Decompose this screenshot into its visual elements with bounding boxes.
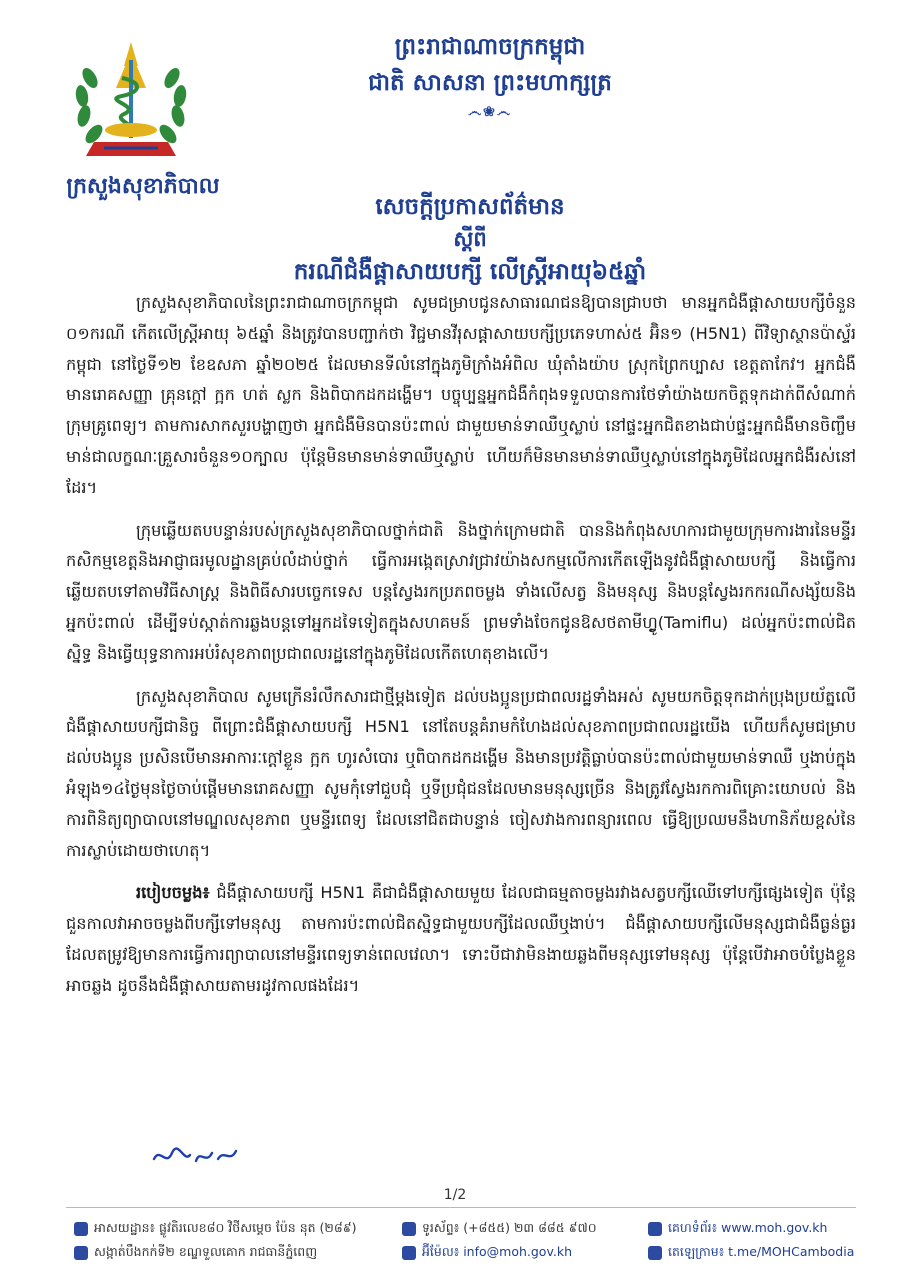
address-line-1: អាសយដ្ឋាន៖ ផ្លូវតិរលេខ៨០ វិថីសម្តេច ប៉ែន នុត (២៨៩) — [74, 1216, 356, 1240]
paragraph-3: ក្រសួងសុខាភិបាល សូមក្រើនរំលឹកសារជាថ្មីម្តងទៀត ដល់បងប្អូនប្រជាពលរដ្ឋទាំងអស់ សូមយកចិត្តទុកដាក់ប្រុងប្រយ័ត្នលើជំងឺផ្តាសាយបក្សីជានិច្ច ពីព្រោះជំងឺផ្តាសាយបក្សី H5N1 នៅតែបន្តគំរាមកំហែងដល់សុខភាពប្រជាពលរដ្ឋយើង ហើយក៏សូមជម្រាបដល់បងប្អូន ប្រសិនបើមានអាការៈក្តៅខ្លួន ក្អក ហូរសំបោរ ឬពិបាកដកដង្ហើម និងមានប្រវត្តិធ្លាប់បានប៉ះពាល់ជាមួយមាន់ទាឈឺ ឬងាប់ក្នុងអំឡុង១៤ថ្ងៃមុនថ្ងៃចាប់ផ្តើមមានរោគសញ្ញា សូមកុំទៅជួបជុំ ឬទីប្រជុំជនដែលមានមនុស្សច្រើន និងត្រូវស្វែងរកការពិគ្រោះយោបល់ និងការពិនិត្យព្យាបាលនៅមណ្ឌលសុខភាព ឬមន្ទីរពេទ្យ ដែលនៅជិតជាបន្ទាន់ ចៀសវាងការពន្យារពេល ធ្វើឱ្យប្រឈមនឹងហានិភ័យខ្ពស់នៃការស្លាប់ដោយថាហេតុ។ — [66, 686, 856, 860]
transmission-text: ជំងឺផ្តាសាយបក្សី H5N1 គឺជាជំងឺផ្តាសាយមួយ ដែលជាធម្មតាចម្លងរវាងសត្វបក្សីឈើទៅបក្សីផ្សេងទៀត ប៉ុន្តែជួនកាលវាអាចចម្លងពីបក្សីទៅមនុស្ស តាមការប៉ះពាល់ជិតស្និទ្ធជាមួយបក្សីដែលឈឺឬងាប់។ ជំងឺផ្តាសាយបក្សីលើមនុស្សជាជំងឺធ្ងន់ធ្ងរ ដែលតម្រូវឱ្យមានការធ្វើការព្យាបាលនៅមន្ទីរពេទ្យទាន់ពេលវេលា។ ទោះបីជាវាមិនងាយឆ្លងពីមនុស្សទៅមនុស្ស ប៉ុន្តែបើវាអាចបំប្លែងខ្លួនអាចឆ្លង ដូចនឹងជំងឺផ្តាសាយតាមរដូវកាលផងដែរ។ — [66, 883, 856, 995]
footer-online — [648, 1216, 854, 1264]
footer-contact — [402, 1216, 597, 1264]
paragraph-2: ក្រុមឆ្លើយតបបន្ទាន់របស់ក្រសួងសុខាភិបាលថ្នាក់ជាតិ និងថ្នាក់ក្រោមជាតិ បាននិងកំពុងសហការជាមួយក្រុមការងារនៃមន្ទីរកសិកម្មខេត្តនិងអាជ្ញាធរមូលដ្ឋានគ្រប់លំដាប់ថ្នាក់ ធ្វើការអង្កេតស្រាវជ្រាវយ៉ាងសកម្មលើការកើតឡើងនូវជំងឺផ្តាសាយបក្សី និងធ្វើការឆ្លើយតបទៅតាមវិធីសាស្ត្រ និងពិធីសារបច្ចេកទេស បន្តស្វែងរកប្រភពចម្លង ទាំងលើសត្វ និងមនុស្ស និងបន្តស្វែងរកករណីសង្ស័យនិងអ្នកប៉ះពាល់ ដើម្បីទប់ស្កាត់ការឆ្លងបន្តទៅអ្នកដទៃទៀតក្នុងសហគមន៍ ព្រមទាំងចែកជូនឱសថតាមីហ្វ្លូ(Tamiflu) ដល់អ្នកប៉ះពាល់ជិតស្និទ្ធ និងធ្វើយុទ្ធនាការអប់រំសុខភាពប្រជាពលរដ្ឋនៅក្នុងភូមិដែលកើតហេតុខាងលើ។ — [66, 520, 856, 663]
national-motto: ជាតិ សាសនា ព្រះមហាក្សត្រ — [368, 69, 612, 96]
page-number: 1/2 — [443, 1187, 467, 1203]
paragraph-1: ក្រសួងសុខាភិបាលនៃព្រះរាជាណាចក្រកម្ពុជា សូមជម្រាបជូនសាធារណជនឱ្យបានជ្រាបថា មានអ្នកជំងឺផ្តាសាយបក្សីចំនួន ០១ករណី កើតលើស្ត្រីអាយុ ៦៥ឆ្នាំ និងត្រូវបានបញ្ជាក់ថា វិជ្ជមានវីរុសផ្តាសាយបក្សីប្រភេទហាស់៥ អ៊ិន១ (H5N1) ពីវិទ្យាស្ថានប៉ាស្ទ័រកម្ពុជា នៅថ្ងៃទី១២ ខែឧសភា ឆ្នាំ២០២៥ ដែលមានទីលំនៅក្នុងភូមិក្រាំងអំពិល ឃុំតាំងយ៉ាប ស្រុកព្រៃកប្បាស ខេត្តតាកែវ។ អ្នកជំងឺ មានរោគសញ្ញា គ្រុនក្តៅ ក្អក ហត់ ស្លក និងពិបាកដកដង្ហើម។ បច្ចុប្បន្នអ្នកជំងឺកំពុងទទួលបានការថែទាំយ៉ាងយកចិត្តទុកដាក់ពីសំណាក់ក្រុមគ្រូពេទ្យ។ តាមការសាកសួរបង្ហាញថា អ្នកជំងឺមិនបានប៉ះពាល់ ជាមួយមាន់ទាឈឺឬស្លាប់ នៅផ្ទះអ្នកជិតខាងជាប់ផ្ទះអ្នកជំងឺមានចិញ្ចឹមមាន់ជាលក្ខណៈគ្រួសារចំនួន១០ក្បាល ប៉ុន្តែមិនមានមាន់ទាឈឺឬស្លាប់ ហើយក៏មិនមានមាន់ទាឈឺឬស្លាប់នៅក្នុងភូមិដែលអ្នកជំងឺរស់នៅដែរ។ — [66, 293, 856, 497]
globe-icon — [648, 1222, 662, 1236]
initials-signature — [150, 1141, 240, 1171]
kingdom-header — [300, 30, 680, 122]
kingdom-title: ព្រះរាជាណាចក្រកម្ពុជា — [394, 33, 586, 60]
footer-website[interactable]: គេហទំព័រ៖ www.moh.gov.kh — [648, 1216, 854, 1240]
email-icon — [402, 1246, 416, 1260]
transmission-heading: របៀបចម្លង៖ — [136, 883, 210, 903]
document-subject: ករណីជំងឺផ្តាសាយបក្សី លើស្ត្រីអាយុ៦៥ឆ្នាំ — [293, 258, 647, 285]
address-line-2: សង្កាត់បឹងកក់ទី២ ខណ្ឌទួលគោក រាជធានីភ្នំពេញ — [74, 1240, 356, 1264]
document-subtitle-about: ស្តីពី — [453, 226, 487, 251]
footer-address — [74, 1216, 356, 1264]
phone-icon — [402, 1222, 416, 1236]
telegram-icon — [648, 1246, 662, 1260]
paragraph-4 — [66, 878, 856, 1001]
ministry-logo-icon — [72, 38, 190, 166]
footer-email[interactable]: អ៊ីម៉ែល៖ info@moh.gov.kh — [402, 1240, 597, 1264]
ministry-name: ក្រសួងសុខាភិបាល — [66, 173, 220, 199]
document-titles — [230, 190, 710, 290]
map-icon — [74, 1246, 88, 1260]
location-icon — [74, 1222, 88, 1236]
footer-telegram[interactable]: តេឡេក្រាម៖ t.me/MOHCambodia — [648, 1240, 854, 1264]
ornament: ෴❀෴ — [468, 104, 512, 120]
document-body — [66, 288, 856, 1014]
footer-phone: ទូរស័ព្ទ៖ (+៨៥៥) ២៣ ៨៨៥ ៩៧០ — [402, 1216, 597, 1240]
footer-divider — [66, 1207, 856, 1208]
document-title: សេចក្តីប្រកាសព័ត៌មាន — [375, 193, 565, 220]
footer — [0, 1212, 909, 1280]
